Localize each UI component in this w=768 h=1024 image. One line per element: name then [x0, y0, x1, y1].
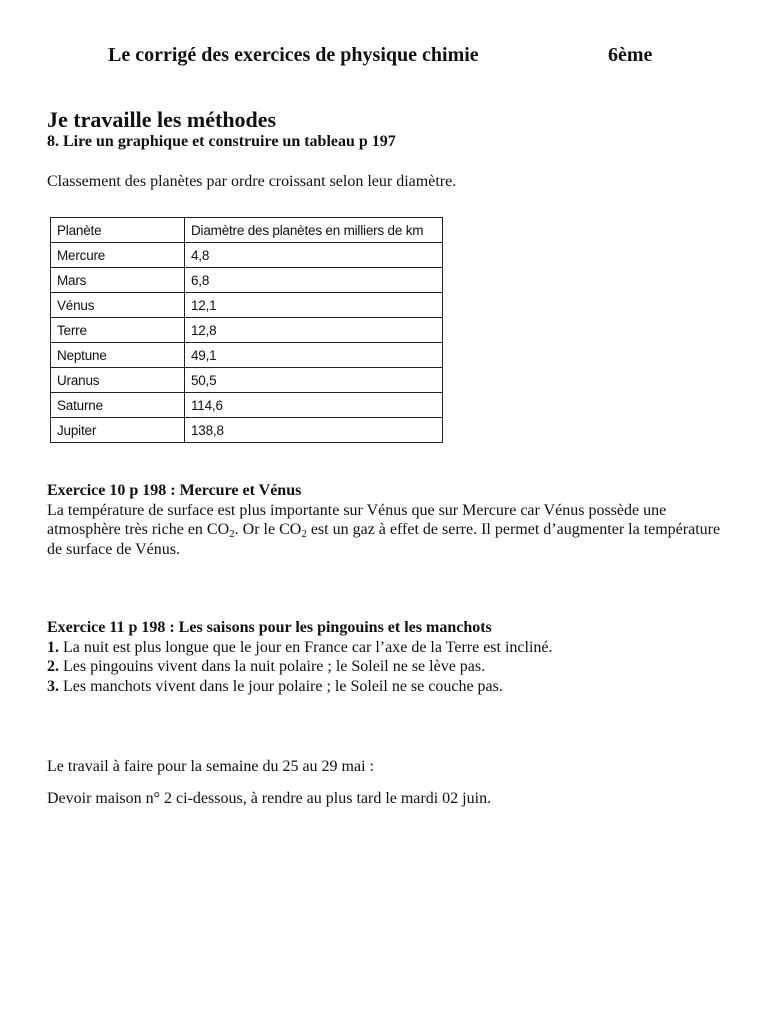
- planet-diameter: 49,1: [185, 343, 443, 368]
- exercise-11: [47, 618, 737, 696]
- table-row: [51, 343, 443, 368]
- exercise-10-answer: [47, 501, 737, 560]
- section-title: Je travaille les méthodes: [47, 107, 277, 132]
- answer-item: [47, 638, 737, 658]
- planet-name: Uranus: [51, 368, 185, 393]
- answer-text: est un gaz à effet de serre. Il permet d’augmenter la température de surface de Vénus.: [47, 521, 721, 558]
- table-row: [51, 393, 443, 418]
- item-number: 2.: [47, 658, 59, 675]
- document-title: Le corrigé des exercices de physique chimie: [108, 44, 479, 66]
- planet-diameter: 50,5: [185, 368, 443, 393]
- subscript: 2: [229, 528, 235, 540]
- planet-diameter: 6,8: [185, 268, 443, 293]
- item-text: La nuit est plus longue que le jour en France car l’axe de la Terre est incliné.: [59, 638, 553, 656]
- table-header-planet: Planète: [51, 218, 185, 243]
- answer-text: La température de surface est plus importante sur Vénus que sur Mercure car Vénus possède une atmosphère très riche en CO: [47, 501, 667, 538]
- table-row: [51, 418, 443, 443]
- exercise-11-title: Exercice 11 p 198 : Les saisons pour les pingouins et les manchots: [47, 619, 492, 636]
- planet-diameter: 138,8: [185, 418, 443, 443]
- table-row: [51, 318, 443, 343]
- planet-name: Mars: [51, 268, 185, 293]
- planet-diameter: 12,1: [185, 293, 443, 318]
- table-row: [51, 243, 443, 268]
- table-row: [51, 293, 443, 318]
- planet-diameter: 12,8: [185, 318, 443, 343]
- item-number: 1.: [47, 638, 59, 656]
- table-header-diameter: Diamètre des planètes en milliers de km: [185, 218, 443, 243]
- planet-name: Terre: [51, 318, 185, 343]
- answer-text: . Or le CO: [234, 521, 302, 538]
- exercise-10: [47, 481, 737, 559]
- table-row: [51, 268, 443, 293]
- item-text: Les manchots vivent dans le jour polaire ; le Soleil ne se couche pas.: [59, 677, 503, 695]
- planet-diameter: 4,8: [185, 243, 443, 268]
- item-number: 3.: [47, 677, 59, 695]
- planet-name: Jupiter: [51, 418, 185, 443]
- weekly-work-text: Le travail à faire pour la semaine du 25 au 29 mai :: [47, 758, 374, 775]
- exercise-8-title: 8. Lire un graphique et construire un tableau p 197: [47, 133, 396, 150]
- planet-diameter-table: [50, 217, 443, 443]
- answer-item: [47, 657, 737, 677]
- subscript: 2: [301, 528, 307, 540]
- planet-name: Mercure: [51, 243, 185, 268]
- answer-item: [47, 677, 737, 697]
- planet-diameter: 114,6: [185, 393, 443, 418]
- table-header-row: [51, 218, 443, 243]
- grade-level: 6ème: [608, 44, 653, 66]
- exercise-8-intro: Classement des planètes par ordre croissant selon leur diamètre.: [47, 173, 457, 190]
- planet-name: Vénus: [51, 293, 185, 318]
- planet-name: Neptune: [51, 343, 185, 368]
- table-row: [51, 368, 443, 393]
- homework-text: Devoir maison n° 2 ci-dessous, à rendre au plus tard le mardi 02 juin.: [47, 790, 492, 807]
- exercise-10-title: Exercice 10 p 198 : Mercure et Vénus: [47, 482, 302, 499]
- planet-name: Saturne: [51, 393, 185, 418]
- item-text: Les pingouins vivent dans la nuit polaire ; le Soleil ne se lève pas.: [59, 658, 486, 675]
